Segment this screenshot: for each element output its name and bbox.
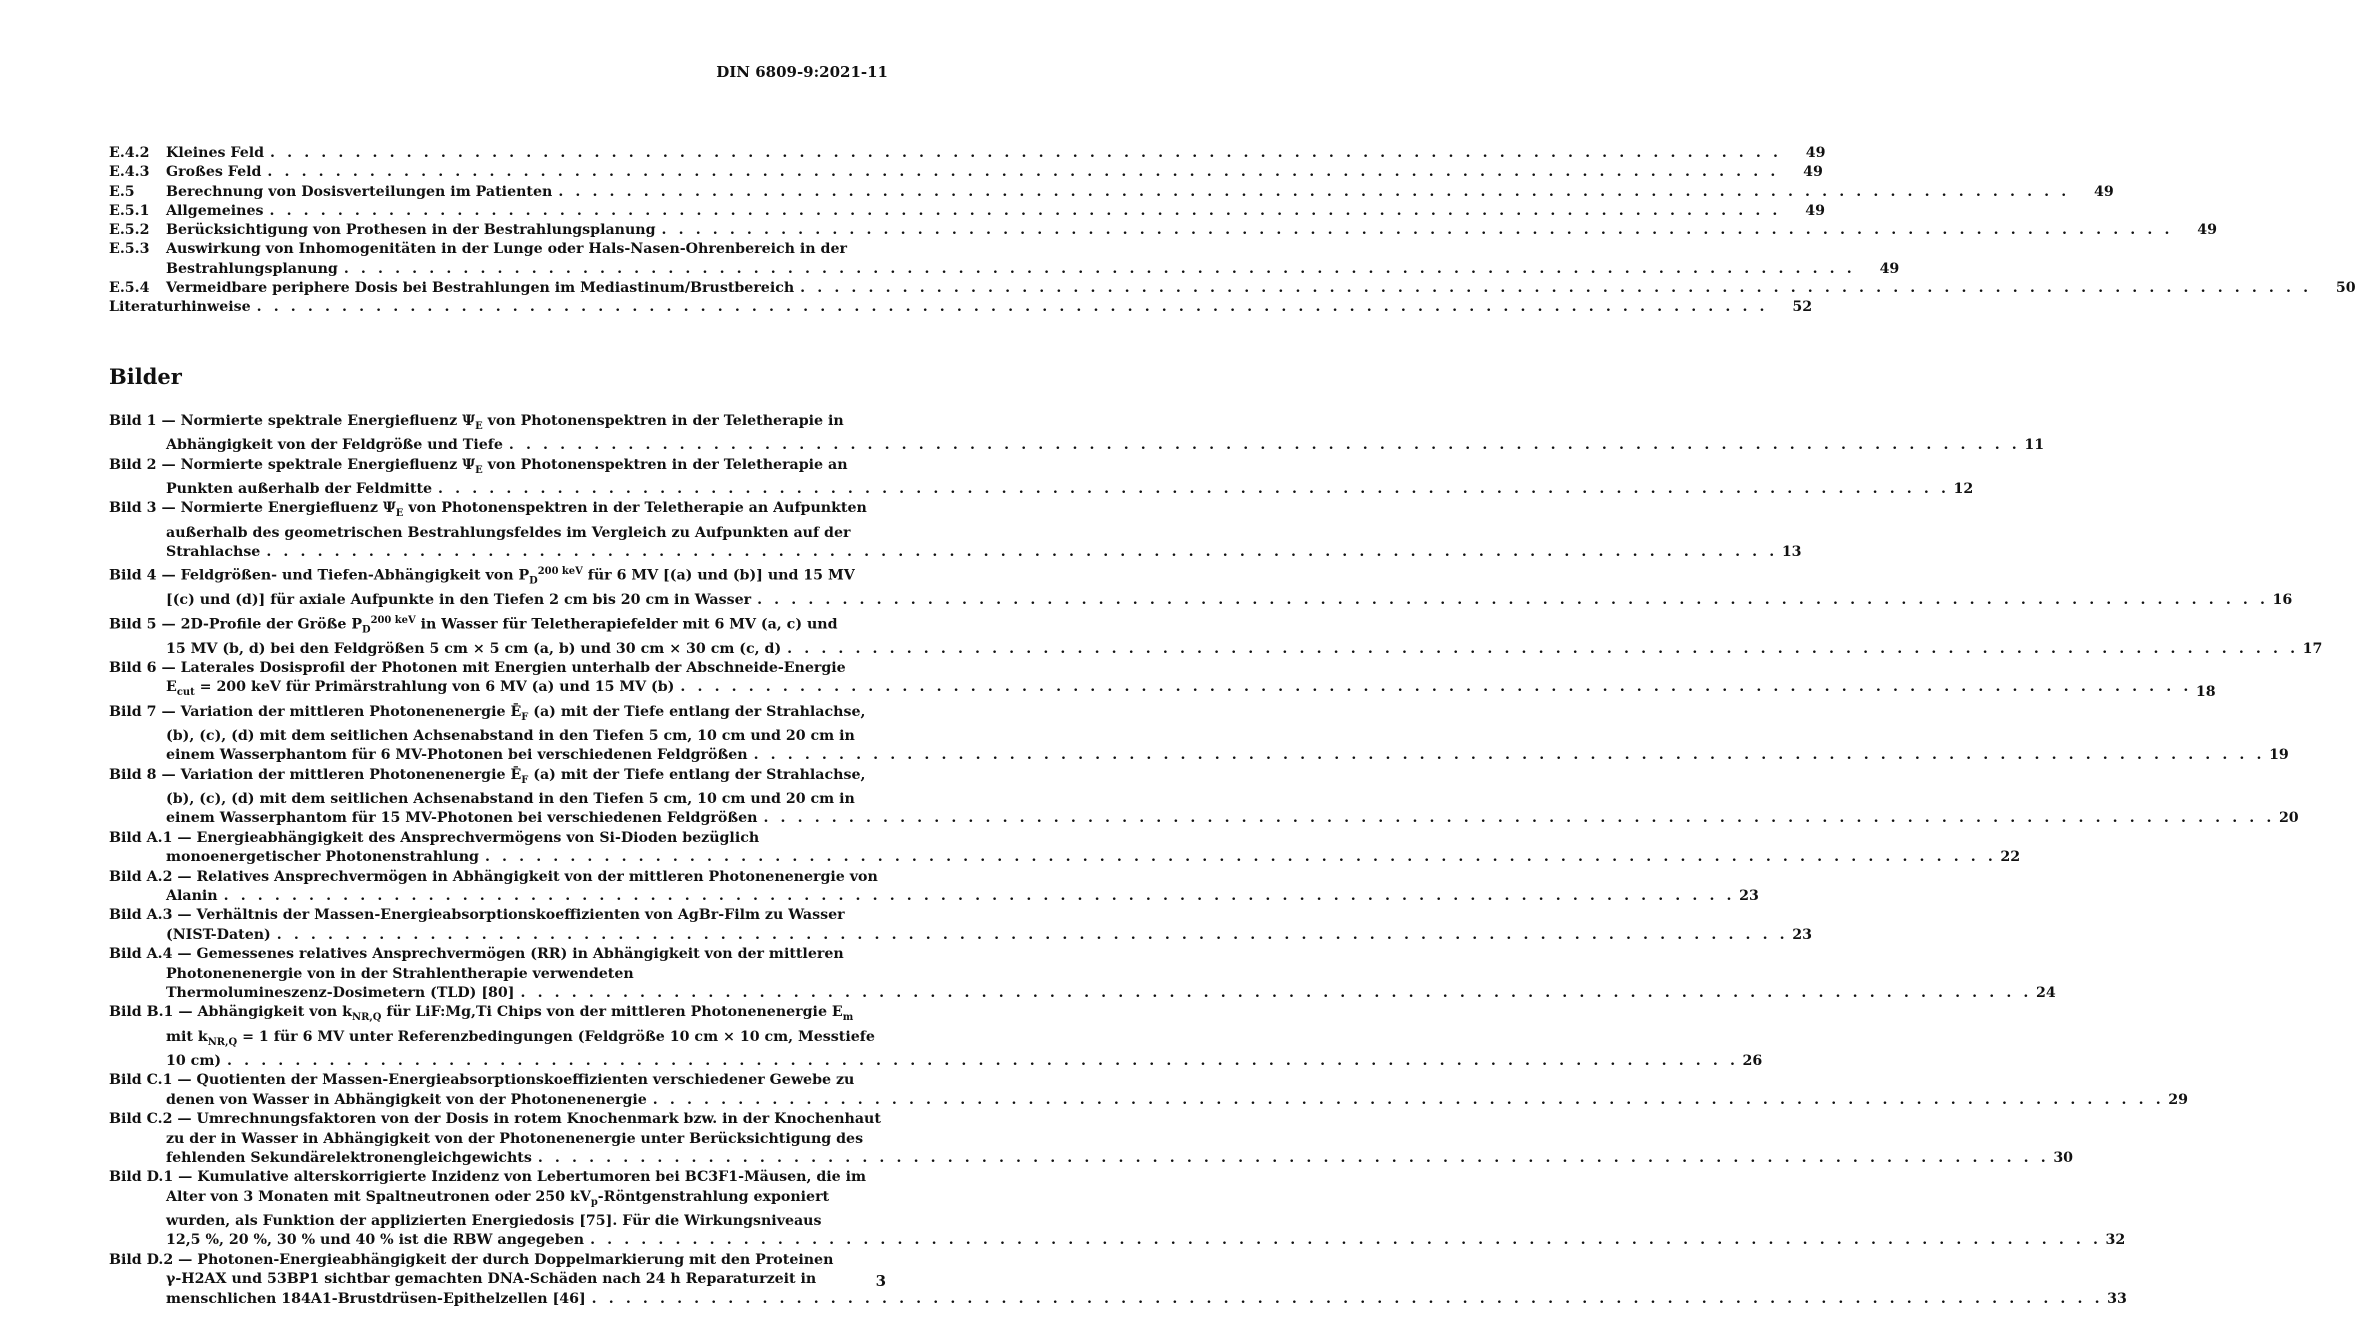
figure-page: 29 (2168, 1091, 2189, 1108)
toc-entry[interactable] (109, 183, 2114, 202)
toc-number: E.5 (109, 183, 135, 200)
figure-caption: Bild C.2 — Umrechnungsfaktoren von der Dosis in rotem Knochenmark bzw. in der Knochenhaut (109, 1111, 881, 1128)
toc-page: 49 (1805, 145, 1826, 161)
caption-subscript: NR,Q (352, 1012, 382, 1024)
figure-caption: Bild 4 — Feldgrößen- und Tiefen-Abhängigkeit von P (109, 568, 530, 585)
figure-caption: Bild 7 — Variation der mittleren Photonenenergie Ē (109, 703, 522, 720)
toc-page: 49 (1879, 260, 1900, 277)
figure-entry[interactable] (109, 703, 2289, 766)
caption-text: -Röntgenstrahlung exponiert (597, 1188, 830, 1205)
figure-entry[interactable] (109, 906, 1812, 945)
caption-text: denen von Wasser in Abhängigkeit von der Photonenenergie (166, 1091, 647, 1108)
caption-text: (NIST-Daten) (166, 926, 271, 943)
figure-entry[interactable] (109, 1003, 1763, 1071)
figure-page: 23 (1792, 926, 1812, 943)
caption-text: Alanin (166, 888, 218, 905)
toc-title: Berücksichtigung von Prothesen in der Bestrahlungsplanung (166, 222, 656, 239)
figure-caption: Bild A.3 — Verhältnis der Massen-Energieabsorptionskoeffizienten von AgBr-Film zu Wasser (109, 907, 845, 924)
caption-text: 10 cm) (166, 1052, 222, 1069)
figure-caption: Bild 8 — Variation der mittleren Photonenenergie Ē (109, 766, 522, 783)
figure-page: 26 (1742, 1052, 1763, 1069)
caption-subscript: F (521, 711, 529, 723)
figure-caption: Bild A.1 — Energieabhängigkeit des Ansprechvermögens von Si-Dioden bezüglich (109, 829, 760, 846)
caption-text: = 200 keV für Primärstrahlung von 6 MV (a) und 15 MV (b) (194, 679, 675, 696)
caption-text: (a) mit der Tiefe entlang der Strahlachse, (528, 703, 866, 720)
toc-number: E.4.3 (109, 164, 150, 181)
figure-page: 24 (2035, 985, 2056, 1002)
caption-text: [(c) und (d)] für axiale Aufpunkte in den Tiefen 2 cm bis 20 cm in Wasser (166, 592, 752, 609)
figure-entry[interactable] (109, 412, 2045, 456)
caption-text: Abhängigkeit von der Feldgröße und Tiefe (166, 437, 503, 454)
figure-caption: Bild C.1 — Quotienten der Massen-Energieabsorptionskoeffizienten verschiedener Gewebe zu (109, 1072, 855, 1089)
caption-text: fehlenden Sekundärelektronengleichgewichts (166, 1149, 532, 1166)
figure-entry[interactable] (109, 659, 2216, 703)
caption-subscript: NR,Q (207, 1036, 238, 1048)
toc-entry[interactable] (109, 163, 1823, 182)
caption-superscript: 200 keV (370, 614, 416, 626)
toc-title: Berechnung von Dosisverteilungen im Patienten (166, 183, 553, 200)
toc-page: 49 (2094, 183, 2114, 200)
figure-caption: Bild D.1 — Kumulative alterskorrigierte Inzidenz von Lebertumoren bei BC3F1-Mäusen, die im (109, 1169, 867, 1186)
caption-subscript: E (475, 464, 483, 476)
figure-page: 30 (2053, 1149, 2074, 1166)
caption-text: E (166, 679, 177, 696)
caption-text: einem Wasserphantom für 6 MV-Photonen bei verschiedenen Feldgrößen (166, 747, 748, 764)
caption-text: in Wasser für Teletherapiefelder mit 6 MV (a, c) und (415, 616, 838, 633)
toc-title-continued: Bestrahlungsplanung (166, 260, 338, 277)
document-id: DIN 6809-9:2021-11 (716, 63, 888, 81)
caption-text: außerhalb des geometrischen Bestrahlungsfeldes im Vergleich zu Aufpunkten auf der (166, 524, 851, 541)
toc-title: Allgemeines (166, 202, 264, 219)
page-number: 3 (875, 1272, 886, 1290)
toc-page: 49 (1803, 164, 1823, 181)
toc-page: 50 (2335, 280, 2356, 297)
figure-entry[interactable] (109, 611, 2323, 659)
toc-number: E.5.1 (109, 202, 150, 219)
figure-caption: Bild D.2 — Photonen-Energieabhängigkeit der durch Doppelmarkierung mit den Proteinen (109, 1251, 834, 1268)
caption-text: mit k (166, 1028, 208, 1045)
toc-page: 49 (2197, 222, 2217, 239)
caption-subscript: F (521, 774, 529, 786)
toc-page: 52 (1792, 299, 1813, 316)
toc-page: 49 (1805, 202, 1825, 219)
figure-page: 16 (2272, 592, 2293, 609)
figure-page: 18 (2195, 684, 2216, 701)
caption-text: (b), (c), (d) mit dem seitlichen Achsenabstand in den Tiefen 5 cm, 10 cm und 20 cm in (166, 791, 855, 807)
toc-entry[interactable] (109, 298, 1813, 317)
figure-caption: Bild 1 — Normierte spektrale Energiefluenz Ψ (109, 413, 476, 429)
figure-page: 12 (1953, 480, 1974, 497)
toc-number: E.4.2 (109, 145, 150, 161)
figure-entry[interactable] (109, 499, 1802, 562)
figures-list (109, 412, 2323, 1309)
caption-text: Punkten außerhalb der Feldmitte (166, 480, 433, 497)
toc-title: Literaturhinweise (109, 299, 251, 316)
caption-text: für 6 MV [(a) und (b)] und 15 MV (582, 568, 855, 585)
toc-entry[interactable] (109, 279, 2356, 298)
figure-entry[interactable] (109, 562, 2293, 610)
figure-entry[interactable] (109, 1168, 2126, 1250)
figure-page: 20 (2278, 810, 2299, 827)
caption-subscript: D (529, 575, 538, 587)
caption-subscript: cut (176, 687, 195, 699)
caption-subscript: E (475, 420, 483, 432)
caption-superscript: 200 keV (537, 566, 583, 578)
figure-caption: Bild 5 — 2D-Profile der Größe P (109, 616, 362, 633)
caption-text: γ-H2AX und 53BP1 sichtbar gemachten DNA-Schäden nach 24 h Reparaturzeit in (166, 1271, 817, 1288)
figure-entry[interactable] (109, 456, 1974, 500)
caption-text: Alter von 3 Monaten mit Spaltneutronen oder 250 kV (166, 1188, 591, 1205)
figure-caption: Bild 2 — Normierte spektrale Energiefluenz Ψ (109, 456, 476, 473)
caption-subscript: E (395, 508, 404, 520)
caption-text: von Photonenspektren in der Teletherapie an (482, 456, 848, 473)
caption-text: 12,5 %, 20 %, 30 % und 40 % ist die RBW angegeben (166, 1232, 585, 1249)
caption-text: Photonenenergie von in der Strahlentherapie verwendeten (166, 965, 634, 982)
toc-title: Auswirkung von Inhomogenitäten in der Lunge oder Hals-Nasen-Ohrenbereich in der (166, 241, 847, 258)
figure-caption: Bild 6 — Laterales Dosisprofil der Photonen mit Energien unterhalb der Abschneide-Energie (109, 660, 846, 677)
table-of-contents (109, 144, 2356, 318)
toc-number: E.5.2 (109, 222, 150, 239)
figure-page: 17 (2302, 640, 2323, 657)
figure-entry[interactable] (109, 1251, 2127, 1309)
caption-text: Strahlachse (166, 543, 261, 560)
figure-page: 11 (2024, 437, 2045, 454)
caption-text: monoenergetischer Photonenstrahlung (166, 849, 479, 866)
figure-page: 22 (2000, 849, 2021, 866)
toc-title: Kleines Feld (166, 145, 265, 161)
figure-caption: Bild A.4 — Gemessenes relatives Ansprechvermögen (RR) in Abhängigkeit von der mittleren (109, 946, 844, 963)
caption-text: = 1 für 6 MV unter Referenzbedingungen (Feldgröße 10 cm × 10 cm, Messtiefe (237, 1028, 875, 1045)
figure-entry[interactable] (109, 829, 2021, 868)
figure-caption: Bild A.2 — Relatives Ansprechvermögen in Abhängigkeit von der mittleren Photonenenergie von (109, 868, 878, 885)
caption-text: menschlichen 184A1-Brustdrüsen-Epithelzellen [46] (166, 1290, 586, 1307)
caption-text: wurden, als Funktion der applizierten Energiedosis [75]. Für die Wirkungsniveaus (166, 1213, 822, 1230)
toc-entry[interactable] (109, 202, 1825, 221)
figure-entry[interactable] (109, 945, 2056, 1003)
figure-page: 33 (2107, 1290, 2127, 1307)
caption-subscript: D (362, 624, 371, 636)
caption-text: von Photonenspektren in der Teletherapie an Aufpunkten (403, 500, 867, 517)
toc-entry[interactable] (109, 221, 2217, 240)
caption-text: von Photonenspektren in der Teletherapie in (482, 413, 844, 429)
figure-entry[interactable] (109, 1071, 2189, 1110)
caption-text: zu der in Wasser in Abhängigkeit von der Photonenenergie unter Berücksichtigung des (166, 1130, 864, 1147)
toc-title: Vermeidbare periphere Dosis bei Bestrahlungen im Mediastinum/Brustbereich (166, 280, 795, 297)
figure-entry[interactable] (109, 766, 2299, 829)
caption-subscript: m (842, 1012, 854, 1024)
figure-page: 23 (1739, 888, 1759, 905)
figure-page: 19 (2269, 747, 2289, 764)
caption-text: Thermolumineszenz-Dosimetern (TLD) [80] (166, 985, 515, 1002)
toc-number: E.5.3 (109, 241, 150, 258)
caption-text: einem Wasserphantom für 15 MV-Photonen bei verschiedenen Feldgrößen (166, 810, 758, 827)
figure-caption: Bild 3 — Normierte Energiefluenz Ψ (109, 500, 396, 517)
caption-text: (a) mit der Tiefe entlang der Strahlachse, (528, 766, 866, 783)
toc-entry[interactable] (109, 144, 1826, 163)
caption-subscript: p (590, 1196, 598, 1208)
toc-entry[interactable] (109, 240, 1900, 279)
toc-number: E.5.4 (109, 280, 150, 297)
figure-page: 32 (2105, 1232, 2126, 1249)
figure-entry[interactable] (109, 868, 1759, 907)
caption-text: 15 MV (b, d) bei den Feldgrößen 5 cm × 5 cm (a, b) und 30 cm × 30 cm (c, d) (166, 640, 782, 657)
figures-heading: Bilder (109, 364, 182, 389)
figure-page: 13 (1781, 543, 1802, 560)
figure-caption: Bild B.1 — Abhängigkeit von k (109, 1004, 353, 1021)
figure-entry[interactable] (109, 1110, 2074, 1168)
caption-text: für LiF:Mg,Ti Chips von der mittleren Photonenenergie E (381, 1004, 843, 1021)
caption-text: (b), (c), (d) mit dem seitlichen Achsenabstand in den Tiefen 5 cm, 10 cm und 20 cm in (166, 727, 855, 744)
toc-title: Großes Feld (166, 164, 262, 181)
